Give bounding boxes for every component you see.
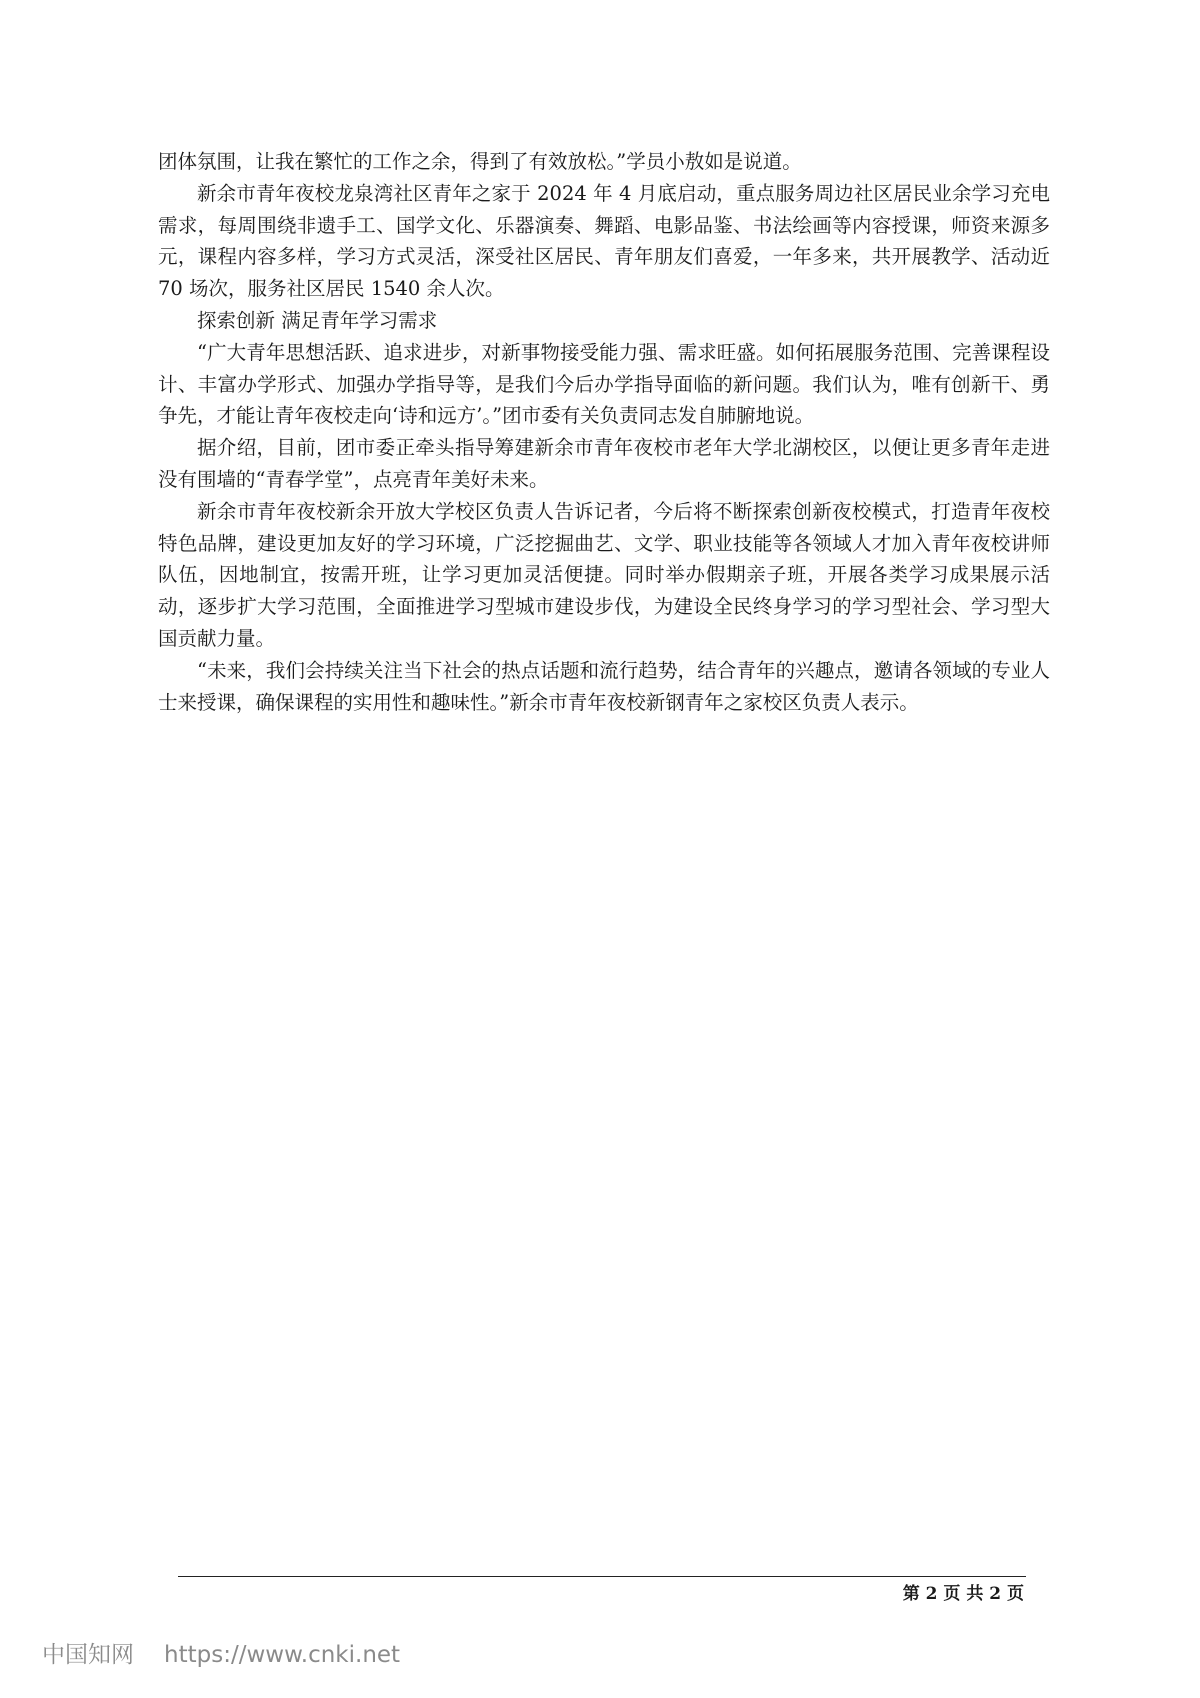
section-heading: 探索创新 满足青年学习需求: [197, 308, 438, 332]
paragraph-5: 新余市青年夜校新余开放大学校区负责人告诉记者，今后将不断探索创新夜校模式，打造青年夜校特色品牌，建设更加友好的学习环境，广泛挖掘曲艺、文学、职业技能等各领域人才加入青年夜校讲师队伍，因地制宜，按需开班，让学习更加灵活便捷。同时举办假期亲子班，开展各类学习成果展示活动，逐步扩大学习范围，全面推进学习型城市建设步伐，为建设全民终身学习的学习型社会、学习型大国贡献力量。: [158, 499, 1050, 650]
article-body: [158, 146, 1050, 718]
paragraph-6: “未来，我们会持续关注当下社会的热点话题和流行趋势，结合青年的兴趣点，邀请各领域的专业人士来授课，确保课程的实用性和趣味性。”新余市青年夜校新钢青年之家校区负责人表示。: [158, 658, 1050, 714]
paragraph-1: 团体氛围，让我在繁忙的工作之余，得到了有效放松。”学员小敖如是说道。: [158, 150, 802, 173]
watermark-url: https://www.cnki.net: [164, 1642, 401, 1668]
page-number: 第 2 页 共 2 页: [902, 1584, 1024, 1604]
paragraph-2: 新余市青年夜校龙泉湾社区青年之家于 2024 年 4 月底启动，重点服务周边社区居民业余学习充电需求，每周围绕非遗手工、国学文化、乐器演奏、舞蹈、电影品鉴、书法绘画等内容授课，师资来源多元，课程内容多样，学习方式灵活，深受社区居民、青年朋友们喜爱，一年多来，共开展教学、活动近 70 场次，服务社区居民 1540 余人次。: [158, 181, 1050, 301]
footer-divider: [178, 1576, 1026, 1577]
watermark-brand: 中国知网: [42, 1642, 134, 1668]
paragraph-4: 据介绍，目前，团市委正牵头指导筹建新余市青年夜校市老年大学北湖校区，以便让更多青年走进没有围墙的“青春学堂”，点亮青年美好未来。: [158, 436, 1050, 491]
paragraph-3: “广大青年思想活跃、追求进步，对新事物接受能力强、需求旺盛。如何拓展服务范围、完善课程设计、丰富办学形式、加强办学指导等，是我们今后办学指导面临的新问题。我们认为，唯有创新干、勇争先，才能让青年夜校走向‘诗和远方’。”团市委有关负责同志发自肺腑地说。: [158, 340, 1050, 428]
cnki-watermark: [42, 1640, 400, 1670]
